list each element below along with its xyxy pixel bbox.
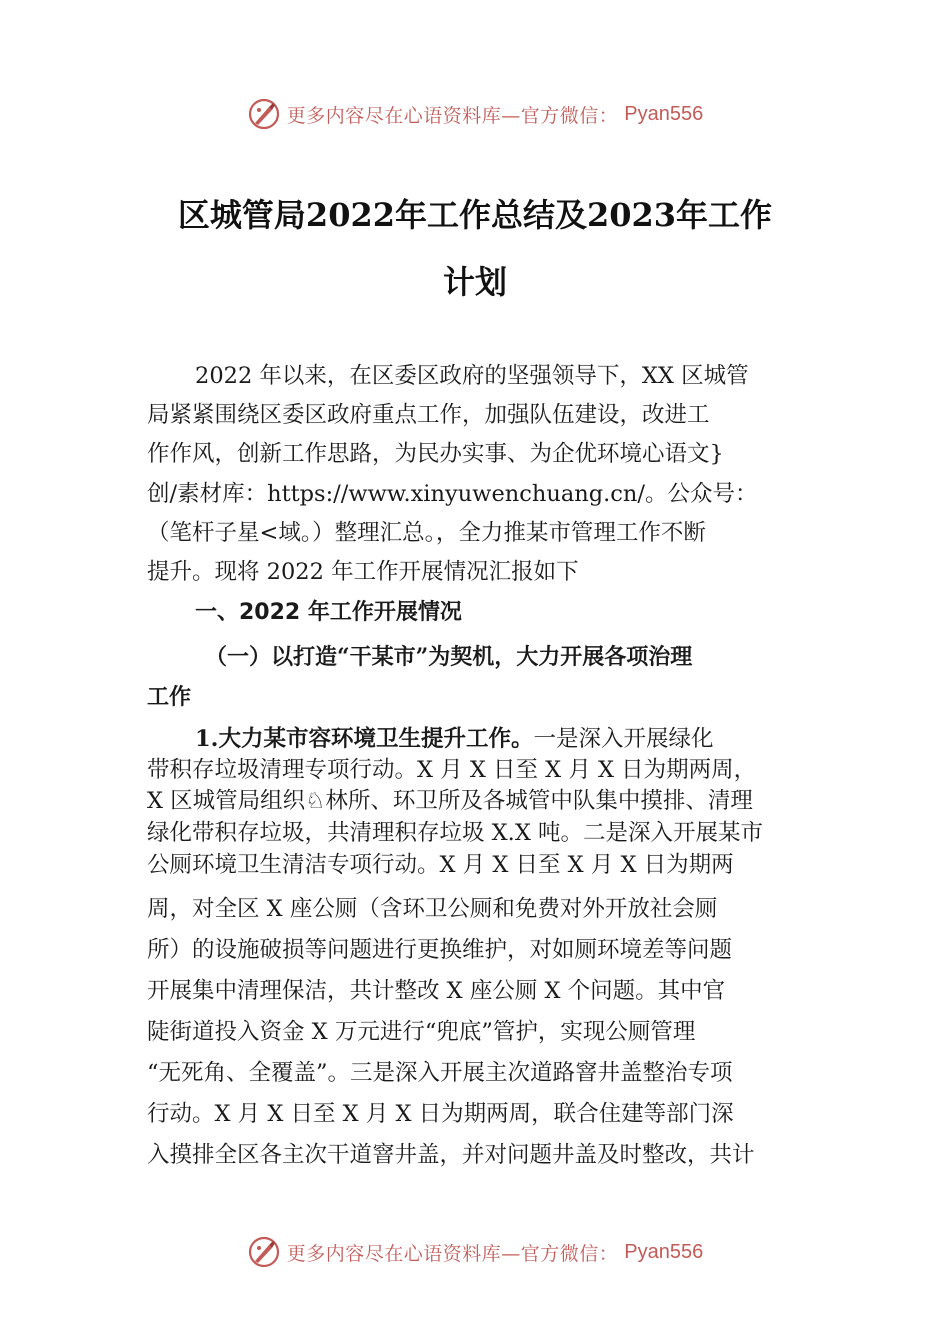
section-heading-1: 一、2022 年工作开展情况	[195, 600, 462, 625]
watermark-text: 更多内容尽在心语资料库—官方微信：	[286, 1242, 619, 1265]
pen-logo-icon	[247, 1235, 281, 1269]
item-1-line: 开展集中清理保洁，共计整改 X 座公厕 X 个问题。其中官	[147, 978, 726, 1004]
intro-line-4: 创/素材库：https://www.xinyuwenchuang.cn/。公众号：	[147, 481, 758, 507]
item-1-line: X 区城管局组织♘林所、环卫所及各城管中队集中摸排、清理	[147, 788, 753, 814]
item-1-line: 陡街道投入资金 X 万元进行“兜底”管护，实现公厕管理	[147, 1019, 696, 1045]
pen-logo-icon	[247, 97, 281, 131]
subsection-heading-1: （一）以打造“干某市”为契机，大力开展各项治理	[205, 644, 693, 670]
watermark-header	[0, 94, 950, 134]
intro-line-1: 2022 年以来，在区委区政府的坚强领导下，XX 区城管	[195, 363, 749, 389]
item-1-line: 行动。X 月 X 日至 X 月 X 日为期两周，联合住建等部门深	[147, 1101, 734, 1127]
document-title-line-2: 计划	[442, 263, 507, 301]
item-1-line: 带积存垃圾清理专项行动。X 月 X 日至 X 月 X 日为期两周，	[147, 757, 757, 783]
item-1-line: 周，对全区 X 座公厕（含环卫公厕和免费对外开放社会厕	[147, 896, 718, 922]
item-1-lead: 1.大力某市容环境卫生提升工作。	[195, 726, 534, 752]
intro-line-2: 局紧紧围绕区委区政府重点工作，加强队伍建设，改进工	[147, 402, 710, 428]
document-title-line-1: 区城管局2022年工作总结及2023年工作	[177, 196, 773, 234]
intro-line-6: 提升。现将 2022 年工作开展情况汇报如下	[147, 559, 579, 585]
intro-line-3: 作作风，创新工作思路，为民办实事、为企优环境心语文}	[147, 441, 724, 467]
item-1-line: 所）的设施破损等问题进行更换维护，对如厕环境差等问题	[147, 937, 733, 963]
watermark-wechat-id: Pyan556	[624, 102, 704, 125]
watermark-footer	[0, 1232, 950, 1272]
item-1-first-text: 一是深入开展绿化	[533, 726, 714, 752]
item-1-line: 入摸排全区各主次干道窨井盖，并对问题井盖及时整改，共计	[147, 1142, 755, 1168]
intro-line-5: （笔杆子星<域。）整理汇总。，全力推某市管理工作不断	[147, 520, 706, 546]
watermark-text: 更多内容尽在心语资料库—官方微信：	[286, 104, 619, 127]
item-1-line: 绿化带积存垃圾，共清理积存垃圾 X.X 吨。二是深入开展某市	[147, 820, 763, 846]
item-1-line: “无死角、全覆盖”。三是深入开展主次道路窨井盖整治专项	[147, 1060, 733, 1086]
watermark-wechat-id: Pyan556	[624, 1240, 704, 1263]
item-1-first-line	[195, 724, 714, 754]
item-1-line: 公厕环境卫生清洁专项行动。X 月 X 日至 X 月 X 日为期两	[147, 852, 734, 878]
subsection-heading-1-cont: 工作	[147, 684, 192, 710]
